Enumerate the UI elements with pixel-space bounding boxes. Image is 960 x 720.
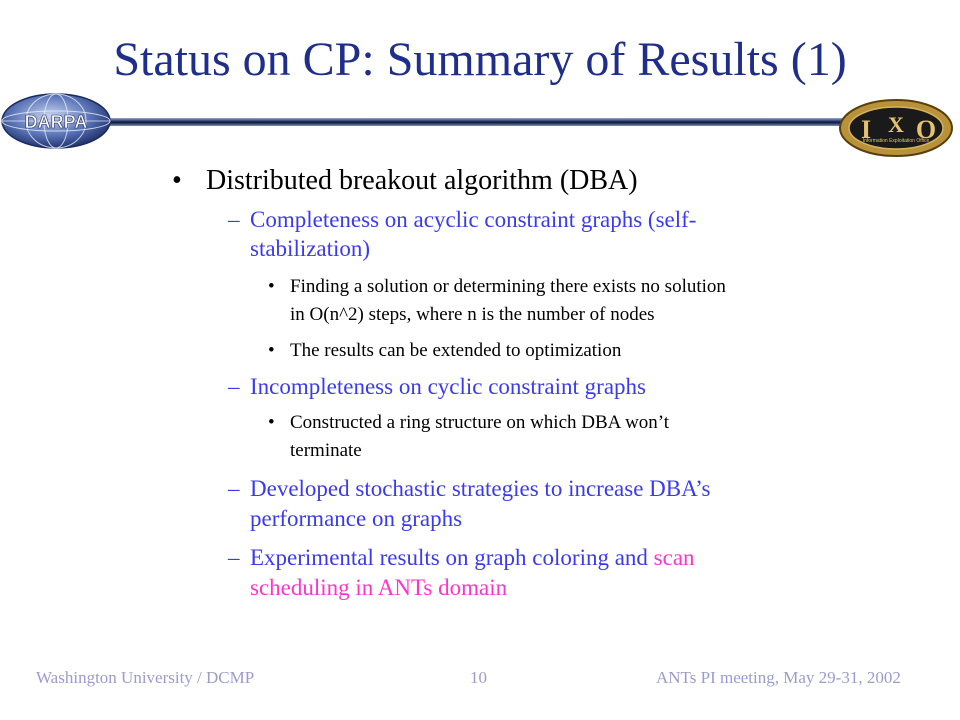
slide-title: Status on CP: Summary of Results (1) — [113, 33, 847, 86]
completeness-text-line1: Completeness on acyclic constraint graphs (self- — [250, 207, 697, 232]
stochastic-text-line2: performance on graphs — [250, 506, 463, 531]
bullet-marker: • — [268, 412, 275, 433]
completeness-text-line2: stabilization) — [250, 236, 371, 261]
bullet-dba-text: Distributed breakout algorithm (DBA) — [206, 165, 638, 196]
experimental-text-line2: scheduling in ANTs domain — [250, 575, 508, 600]
incompleteness-text: Incompleteness on cyclic constraint graphs — [250, 374, 646, 399]
dash-marker: – — [228, 476, 240, 501]
stochastic-text-line1: Developed stochastic strategies to increase DBA’s — [250, 476, 711, 501]
ixo-letter-i: I — [860, 115, 872, 144]
bullet-marker: • — [268, 276, 275, 297]
ixo-subtext: Information Exploitation Office — [862, 138, 930, 144]
ring-structure-text-line1: Constructed a ring structure on which DBA won’t — [290, 412, 670, 433]
experimental-text-line1 — [250, 545, 695, 571]
ring-structure-text-line2: terminate — [290, 440, 362, 461]
footer-right: ANTs PI meeting, May 29-31, 2002 — [656, 668, 901, 687]
dash-marker: – — [228, 207, 240, 232]
dash-marker: – — [228, 374, 240, 399]
dash-marker: – — [228, 545, 240, 570]
extended-optimization-text: The results can be extended to optimization — [290, 340, 622, 361]
bullet-marker: • — [268, 340, 275, 361]
experimental-text-part1: Experimental results on graph coloring and — [250, 545, 654, 570]
scan-highlight-text: scan — [653, 545, 695, 570]
ixo-letter-x: X — [888, 112, 904, 137]
finding-solution-text-line1: Finding a solution or determining there exists no solution — [290, 276, 726, 297]
bullet-marker: • — [172, 165, 182, 196]
ixo-letter-o: O — [915, 115, 937, 144]
darpa-logo-text: DARPA — [24, 112, 88, 132]
footer-page-number: 10 — [470, 668, 487, 687]
footer-left: Washington University / DCMP — [36, 668, 255, 687]
finding-solution-text-line2: in O(n^2) steps, where n is the number of nodes — [290, 304, 655, 325]
